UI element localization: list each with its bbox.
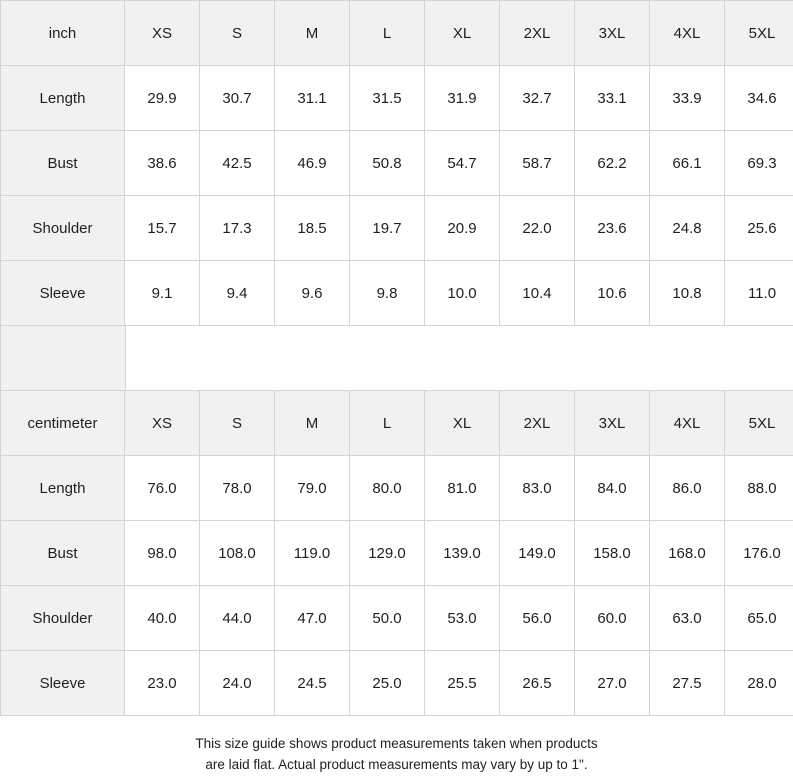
cell-value: 108.0 [200,521,275,586]
row-label-bust: Bust [1,131,125,196]
cell-value: 18.5 [275,196,350,261]
spacer-left-block [1,326,126,390]
cell-value: 19.7 [350,196,425,261]
cell-value: 50.0 [350,586,425,651]
size-header-2xl: 2XL [500,391,575,456]
table-gap-spacer [0,326,793,390]
size-guide-footnote [0,716,793,776]
size-header-4xl: 4XL [650,1,725,66]
cell-value: 53.0 [425,586,500,651]
row-label-shoulder: Shoulder [1,586,125,651]
cell-value: 176.0 [725,521,793,586]
cell-value: 44.0 [200,586,275,651]
cell-value: 23.0 [125,651,200,716]
cell-value: 30.7 [200,66,275,131]
cell-value: 54.7 [425,131,500,196]
cell-value: 78.0 [200,456,275,521]
cell-value: 79.0 [275,456,350,521]
cell-value: 158.0 [575,521,650,586]
cell-value: 34.6 [725,66,793,131]
table-header-row [1,1,793,66]
row-label-bust: Bust [1,521,125,586]
cell-value: 80.0 [350,456,425,521]
footnote-line-2: are laid flat. Actual product measurements may vary by up to 1". [0,755,793,776]
cell-value: 83.0 [500,456,575,521]
cell-value: 38.6 [125,131,200,196]
size-header-xl: XL [425,1,500,66]
cell-value: 88.0 [725,456,793,521]
cell-value: 66.1 [650,131,725,196]
cell-value: 9.1 [125,261,200,326]
size-table-inch [0,0,793,326]
cell-value: 84.0 [575,456,650,521]
cell-value: 42.5 [200,131,275,196]
cell-value: 56.0 [500,586,575,651]
cell-value: 62.2 [575,131,650,196]
cell-value: 168.0 [650,521,725,586]
size-header-l: L [350,391,425,456]
cell-value: 25.0 [350,651,425,716]
row-label-sleeve: Sleeve [1,651,125,716]
cell-value: 9.6 [275,261,350,326]
size-header-xs: XS [125,1,200,66]
cell-value: 31.9 [425,66,500,131]
cell-value: 22.0 [500,196,575,261]
cell-value: 20.9 [425,196,500,261]
table-row [1,66,793,131]
cell-value: 31.5 [350,66,425,131]
table-row [1,456,793,521]
size-header-4xl: 4XL [650,391,725,456]
footnote-line-1: This size guide shows product measurements taken when products [0,734,793,755]
cell-value: 98.0 [125,521,200,586]
cell-value: 10.6 [575,261,650,326]
cell-value: 81.0 [425,456,500,521]
cell-value: 33.9 [650,66,725,131]
cell-value: 58.7 [500,131,575,196]
row-label-length: Length [1,66,125,131]
cell-value: 28.0 [725,651,793,716]
cell-value: 149.0 [500,521,575,586]
cell-value: 24.0 [200,651,275,716]
unit-label-inch: inch [1,1,125,66]
size-header-3xl: 3XL [575,391,650,456]
row-label-shoulder: Shoulder [1,196,125,261]
table-row [1,131,793,196]
cell-value: 60.0 [575,586,650,651]
table-row [1,586,793,651]
table-header-row [1,391,793,456]
size-header-5xl: 5XL [725,1,793,66]
table-row [1,521,793,586]
cell-value: 69.3 [725,131,793,196]
cell-value: 46.9 [275,131,350,196]
cell-value: 10.4 [500,261,575,326]
cell-value: 24.8 [650,196,725,261]
cell-value: 76.0 [125,456,200,521]
table-row [1,651,793,716]
cell-value: 9.8 [350,261,425,326]
row-label-sleeve: Sleeve [1,261,125,326]
spacer-right-block [126,326,793,390]
size-table-centimeter [0,390,793,716]
size-header-2xl: 2XL [500,1,575,66]
cell-value: 10.0 [425,261,500,326]
cell-value: 86.0 [650,456,725,521]
cell-value: 27.0 [575,651,650,716]
size-header-m: M [275,1,350,66]
cell-value: 40.0 [125,586,200,651]
size-header-xs: XS [125,391,200,456]
cell-value: 24.5 [275,651,350,716]
cell-value: 139.0 [425,521,500,586]
cell-value: 25.6 [725,196,793,261]
size-header-m: M [275,391,350,456]
cell-value: 15.7 [125,196,200,261]
cell-value: 26.5 [500,651,575,716]
cell-value: 17.3 [200,196,275,261]
cell-value: 32.7 [500,66,575,131]
size-header-5xl: 5XL [725,391,793,456]
size-header-s: S [200,391,275,456]
table-row [1,196,793,261]
table-row [1,261,793,326]
cell-value: 29.9 [125,66,200,131]
size-header-s: S [200,1,275,66]
cell-value: 129.0 [350,521,425,586]
unit-label-centimeter: centimeter [1,391,125,456]
cell-value: 33.1 [575,66,650,131]
cell-value: 63.0 [650,586,725,651]
cell-value: 27.5 [650,651,725,716]
size-header-3xl: 3XL [575,1,650,66]
cell-value: 11.0 [725,261,793,326]
cell-value: 50.8 [350,131,425,196]
cell-value: 31.1 [275,66,350,131]
cell-value: 119.0 [275,521,350,586]
size-header-l: L [350,1,425,66]
cell-value: 9.4 [200,261,275,326]
cell-value: 10.8 [650,261,725,326]
size-header-xl: XL [425,391,500,456]
cell-value: 47.0 [275,586,350,651]
cell-value: 65.0 [725,586,793,651]
row-label-length: Length [1,456,125,521]
cell-value: 23.6 [575,196,650,261]
cell-value: 25.5 [425,651,500,716]
